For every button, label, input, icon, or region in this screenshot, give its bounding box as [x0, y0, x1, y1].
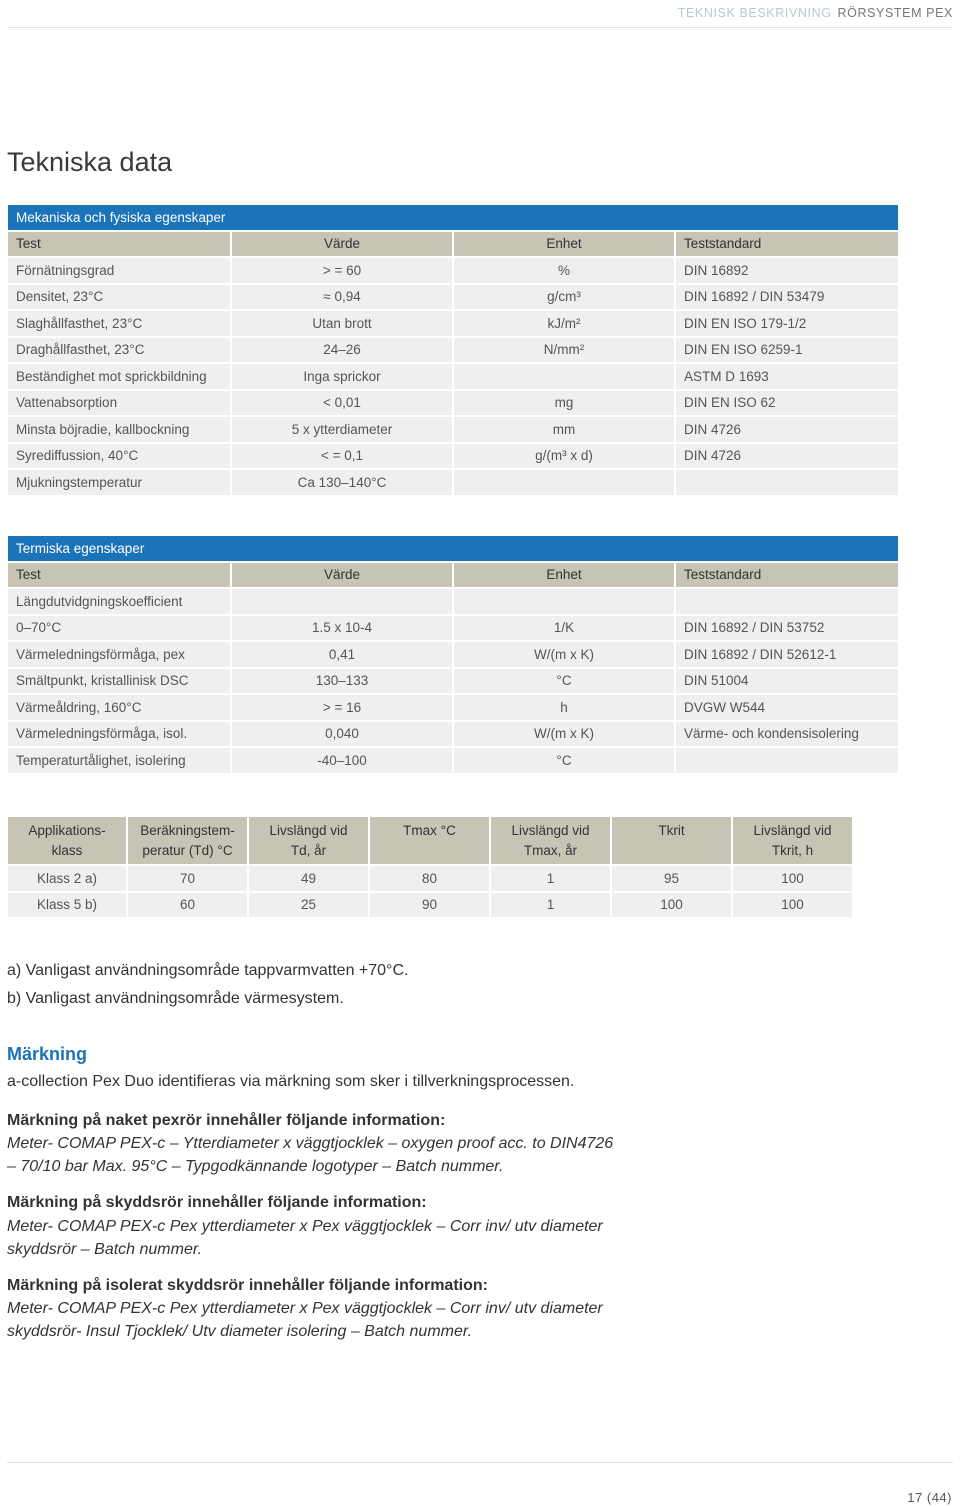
column-header: Enhet — [454, 232, 674, 257]
cell: 70 — [128, 866, 247, 891]
header-line: Tmax °C — [403, 823, 456, 838]
cell: DIN EN ISO 62 — [676, 391, 898, 416]
cell: °C — [454, 748, 674, 773]
cell: kJ/m² — [454, 311, 674, 336]
table-row — [8, 470, 898, 495]
column-header — [612, 817, 731, 864]
cell: 100 — [612, 893, 731, 918]
table-title: Mekaniska och fysiska egenskaper — [8, 205, 898, 230]
application-class-table — [6, 815, 854, 919]
header-line: Livslängd vid — [269, 822, 348, 838]
table-row — [8, 258, 898, 283]
cell: 60 — [128, 893, 247, 918]
mechanical-properties-table — [6, 203, 900, 497]
cell: 90 — [370, 893, 489, 918]
header-line: Tkrit — [658, 823, 685, 838]
cell — [676, 748, 898, 773]
cell: g/cm³ — [454, 285, 674, 310]
table-row — [8, 642, 898, 667]
table-row — [8, 616, 898, 641]
marking-block-line: skyddsrör – Batch nummer. — [7, 1241, 203, 1258]
cell: < 0,01 — [232, 391, 452, 416]
cell: DIN EN ISO 179-1/2 — [676, 311, 898, 336]
table-row — [8, 695, 898, 720]
column-header — [128, 817, 247, 864]
cell: Ca 130–140°C — [232, 470, 452, 495]
marking-block-title: Märkning på naket pexrör innehåller följande information: — [7, 1112, 446, 1129]
table-row — [8, 417, 898, 442]
column-header: Teststandard — [676, 232, 898, 257]
cell: Utan brott — [232, 311, 452, 336]
cell: Klass 2 a) — [8, 866, 126, 891]
cell: Beständighet mot sprickbildning — [8, 364, 230, 389]
cell: Draghållfasthet, 23°C — [8, 338, 230, 363]
cell: DIN 4726 — [676, 417, 898, 442]
cell: N/mm² — [454, 338, 674, 363]
table-row — [8, 444, 898, 469]
cell: Värmeåldring, 160°C — [8, 695, 230, 720]
cell: -40–100 — [232, 748, 452, 773]
header-line: Livslängd vid — [753, 822, 832, 838]
cell: DIN 16892 — [676, 258, 898, 283]
cell: Längdutvidgningskoefficient — [8, 589, 230, 614]
table-row — [8, 391, 898, 416]
column-header — [249, 817, 368, 864]
column-header — [491, 817, 610, 864]
table-row — [8, 722, 898, 747]
column-header: Test — [8, 232, 230, 257]
cell: mg — [454, 391, 674, 416]
table-row — [8, 364, 898, 389]
cell: 0–70°C — [8, 616, 230, 641]
cell: 1 — [491, 893, 610, 918]
cell: DIN 51004 — [676, 669, 898, 694]
cell: Smältpunkt, kristallinisk DSC — [8, 669, 230, 694]
table-title: Termiska egenskaper — [8, 536, 898, 561]
header-line: klass — [51, 842, 83, 858]
cell: Temperaturtålighet, isolering — [8, 748, 230, 773]
table-row — [8, 893, 852, 918]
column-header: Värde — [232, 563, 452, 588]
cell: g/(m³ x d) — [454, 444, 674, 469]
cell: Mjukningstemperatur — [8, 470, 230, 495]
cell: 0,040 — [232, 722, 452, 747]
cell: 5 x ytterdiameter — [232, 417, 452, 442]
table-row — [8, 589, 898, 614]
header-line: peratur (Td) °C — [142, 842, 233, 858]
cell: DIN 16892 / DIN 52612-1 — [676, 642, 898, 667]
thermal-properties-table — [6, 534, 900, 775]
cell — [454, 589, 674, 614]
column-header — [733, 817, 852, 864]
footnote-b: b) Vanligast användningsområde värmesystem. — [7, 990, 344, 1007]
cell: 0,41 — [232, 642, 452, 667]
cell: > = 16 — [232, 695, 452, 720]
cell: Värmeledningsförmåga, isol. — [8, 722, 230, 747]
marking-block-line: Meter- COMAP PEX-c Pex ytterdiameter x Pex väggtjocklek – Corr inv/ utv diameter — [7, 1300, 603, 1317]
cell: < = 0,1 — [232, 444, 452, 469]
table-row — [8, 285, 898, 310]
cell: h — [454, 695, 674, 720]
column-header: Enhet — [454, 563, 674, 588]
cell: 1/K — [454, 616, 674, 641]
running-header — [678, 6, 953, 20]
cell — [454, 470, 674, 495]
cell: 1 — [491, 866, 610, 891]
cell: DIN EN ISO 6259-1 — [676, 338, 898, 363]
header-doc: RÖRSYSTEM PEX — [837, 6, 953, 20]
cell: W/(m x K) — [454, 642, 674, 667]
cell: 25 — [249, 893, 368, 918]
marking-block-title: Märkning på isolerat skyddsrör innehåller följande information: — [7, 1277, 488, 1294]
cell: Förnätningsgrad — [8, 258, 230, 283]
header-line: Tkrit, h — [771, 842, 814, 858]
cell: 49 — [249, 866, 368, 891]
marking-block-line: Meter- COMAP PEX-c Pex ytterdiameter x Pex väggtjocklek – Corr inv/ utv diameter — [7, 1218, 603, 1235]
cell: Minsta böjradie, kallbockning — [8, 417, 230, 442]
column-header — [370, 817, 489, 864]
cell: ASTM D 1693 — [676, 364, 898, 389]
cell — [454, 364, 674, 389]
cell: DVGW W544 — [676, 695, 898, 720]
cell: 24–26 — [232, 338, 452, 363]
cell: ≈ 0,94 — [232, 285, 452, 310]
cell: Slaghållfasthet, 23°C — [8, 311, 230, 336]
table-row — [8, 338, 898, 363]
cell: 1.5 x 10-4 — [232, 616, 452, 641]
header-section: TEKNISK BESKRIVNING — [677, 6, 832, 20]
cell: DIN 16892 / DIN 53752 — [676, 616, 898, 641]
cell: 95 — [612, 866, 731, 891]
cell: °C — [454, 669, 674, 694]
cell: 100 — [733, 893, 852, 918]
column-header: Teststandard — [676, 563, 898, 588]
page-number: 17 (44) — [907, 1490, 952, 1505]
cell: 80 — [370, 866, 489, 891]
cell: Densitet, 23°C — [8, 285, 230, 310]
table-row — [8, 311, 898, 336]
cell: % — [454, 258, 674, 283]
table-row — [8, 866, 852, 891]
cell — [676, 589, 898, 614]
header-line: Tmax, år — [523, 842, 578, 858]
cell: Klass 5 b) — [8, 893, 126, 918]
cell: Värmeledningsförmåga, pex — [8, 642, 230, 667]
bottom-divider — [7, 1462, 953, 1463]
cell: Syrediffussion, 40°C — [8, 444, 230, 469]
top-divider — [7, 27, 953, 28]
cell: 130–133 — [232, 669, 452, 694]
header-line: Applikations- — [28, 822, 106, 838]
marking-block-title: Märkning på skyddsrör innehåller följande information: — [7, 1194, 427, 1211]
header-line: Td, år — [290, 842, 327, 858]
page-title: Tekniska data — [7, 147, 173, 177]
cell: > = 60 — [232, 258, 452, 283]
header-line: Beräkningstem- — [140, 822, 235, 838]
marking-block-line: – 70/10 bar Max. 95°C – Typgodkännande logotyper – Batch nummer. — [7, 1158, 504, 1175]
marking-block-line: skyddsrör- Insul Tjocklek/ Utv diameter isolering – Batch nummer. — [7, 1323, 473, 1340]
cell: Inga sprickor — [232, 364, 452, 389]
column-header: Test — [8, 563, 230, 588]
cell — [232, 589, 452, 614]
footnote-a: a) Vanligast användningsområde tappvarmvatten +70°C. — [7, 962, 409, 979]
marking-heading: Märkning — [7, 1044, 88, 1064]
cell: W/(m x K) — [454, 722, 674, 747]
column-header — [8, 817, 126, 864]
cell: DIN 4726 — [676, 444, 898, 469]
cell: Värme- och kondensisolering — [676, 722, 898, 747]
marking-block-line: Meter- COMAP PEX-c – Ytterdiameter x väggtjocklek – oxygen proof acc. to DIN4726 — [7, 1135, 614, 1152]
cell: mm — [454, 417, 674, 442]
cell: DIN 16892 / DIN 53479 — [676, 285, 898, 310]
table-row — [8, 748, 898, 773]
marking-intro: a-collection Pex Duo identifieras via märkning som sker i tillverkningsprocessen. — [7, 1073, 575, 1090]
cell: Vattenabsorption — [8, 391, 230, 416]
table-row — [8, 669, 898, 694]
header-line: Livslängd vid — [511, 822, 590, 838]
cell: 100 — [733, 866, 852, 891]
column-header: Värde — [232, 232, 452, 257]
cell — [676, 470, 898, 495]
